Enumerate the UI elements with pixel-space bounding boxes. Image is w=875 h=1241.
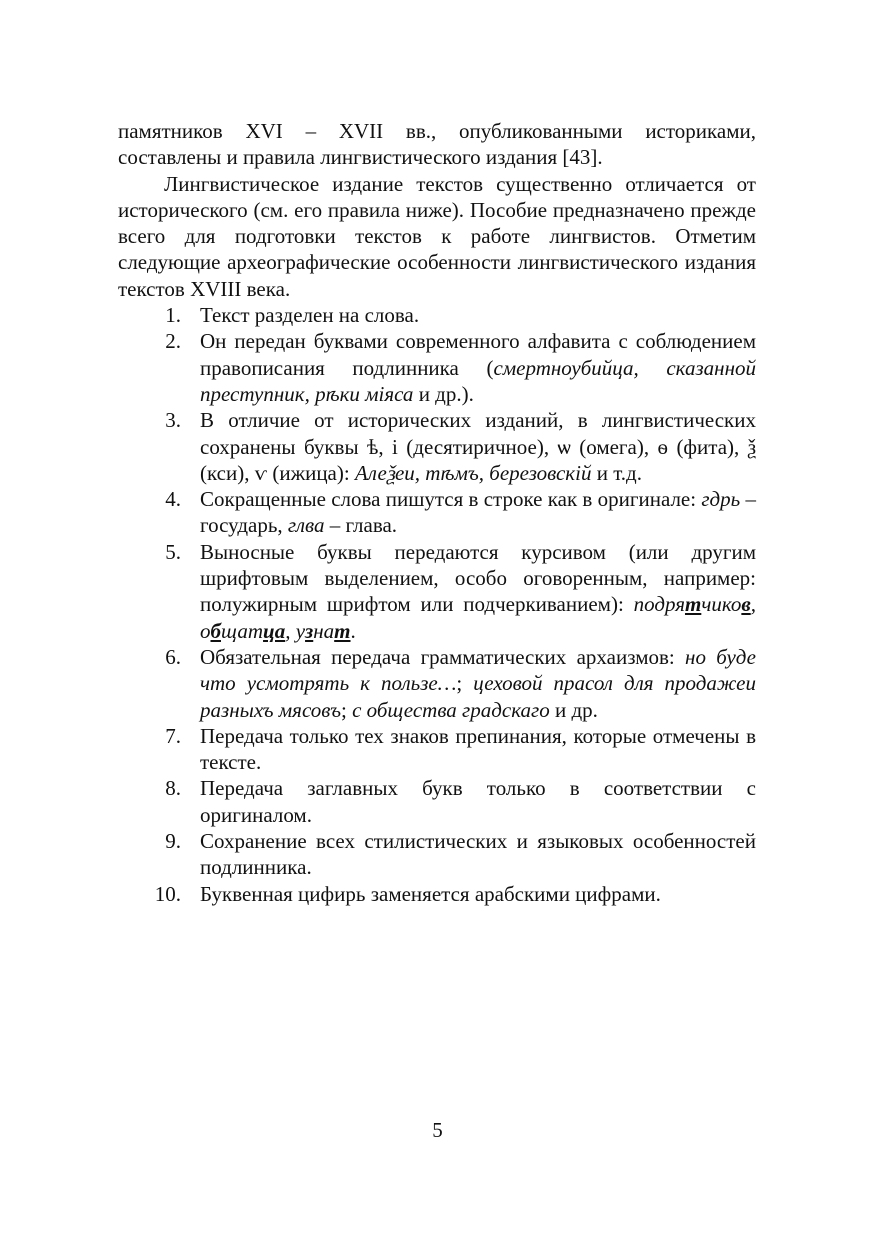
list-number: 5. (165, 539, 181, 564)
list-item: 10. Буквенная цифирь заменяется арабскими цифрами. (118, 881, 756, 907)
list-number: 6. (165, 644, 181, 669)
list-item: 1. Текст разделен на слова. (118, 302, 756, 328)
document-page (118, 118, 756, 907)
list-number: 3. (165, 408, 181, 433)
list-item: 9. Сохранение всех стилистических и языковых особенностей подлинника. (118, 828, 756, 881)
example-phrase: с общества градскаго (352, 697, 550, 722)
list-number: 2. (165, 329, 181, 354)
list-item: 2. Он передан буквами современного алфавита с соблюдением правописания подлинника (смертноубийца, сказанной преступник, рѣки міяса и др.). (118, 328, 756, 407)
example-phrase: но буде что усмотрять к пользе… (200, 644, 756, 696)
example-words: смертноубийца, сказанной преступник, рѣки міяса (200, 355, 756, 406)
list-number: 4. (165, 487, 181, 512)
example-phrase: цеховой прасол для продажеи разныхъ мясовъ (200, 671, 756, 722)
list-number: 8. (165, 776, 181, 801)
example-word: подрятчиков, общатца, узнат (200, 592, 756, 643)
paragraph-continuation: памятников XVI – XVII вв., опубликованными историками, составлены и правила лингвистического издания [43]. (118, 119, 756, 170)
list-item: 4. Сокращенные слова пишутся в строке как в оригинале: гдрь – государь, глва – глава. (118, 486, 756, 539)
list-item: 8. Передача заглавных букв только в соответствии с оригиналом. (118, 775, 756, 828)
page-number: 5 (432, 1118, 443, 1142)
list-item: 3. В отличие от исторических изданий, в лингвистических сохранены буквы ѣ, і (десятиричное), ѡ (омега), ѳ (фита), ѯ (кси), ѵ (ижица): Алеѯеи, тѣмъ, березовскій и т.д. (118, 407, 756, 486)
list-number: 1. (165, 303, 181, 328)
list-number: 10. (154, 881, 181, 906)
abbreviation: гдрь (701, 487, 741, 512)
abbreviation: глва (287, 513, 325, 538)
list-item: 6. Обязательная передача грамматических архаизмов: но буде что усмотрять к пользе…; цеховой прасол для продажеи разныхъ мясовъ; с общества градскаго и др. (118, 644, 756, 723)
list-number: 7. (165, 723, 181, 748)
list-item: 5. Выносные буквы передаются курсивом (или другим шрифтовым выделением, особо оговоренным, например: полужирным шрифтом или подчеркиванием): подрятчиков, общатца, узнат. (118, 539, 756, 644)
edition-rules-list (118, 302, 756, 907)
list-number: 9. (165, 829, 181, 854)
example-words: Алеѯеи, тѣмъ, березовскій (354, 460, 592, 485)
paragraph-linguistic-edition: Лингвистическое издание текстов существенно отличается от исторического (см. его правила ниже). Пособие предназначено прежде всего для подготовки текстов к работе лингвистов. Отметим следующие археографические особенности лингвистического издания текстов XVIII века. (118, 171, 756, 301)
list-item: 7. Передача только тех знаков препинания, которые отмечены в тексте. (118, 723, 756, 776)
